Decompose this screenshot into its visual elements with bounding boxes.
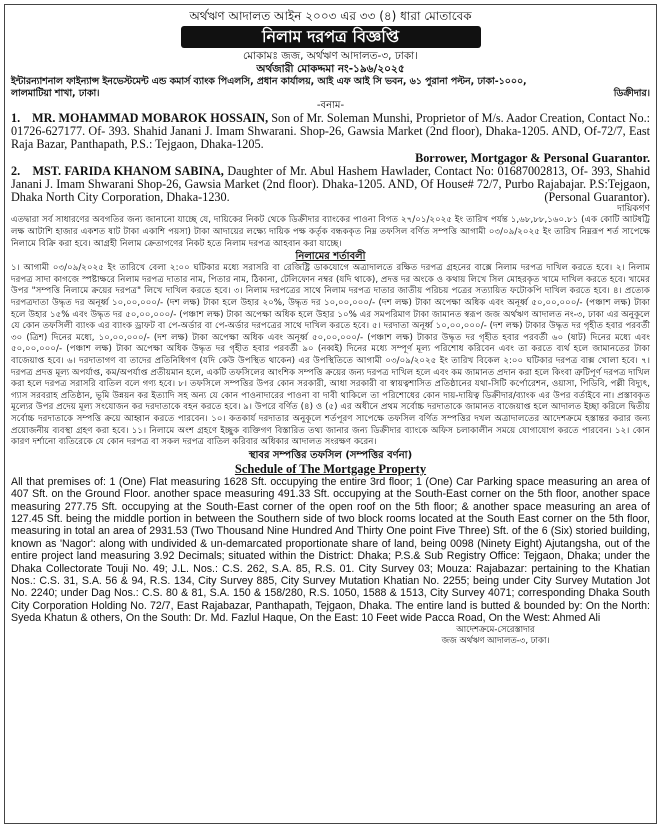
terms-title: নিলামের শর্তাবলী bbox=[295, 251, 366, 263]
notice-page bbox=[4, 4, 657, 824]
plaintiff-branch: লালমাটিয়া শাখা, ঢাকা। bbox=[11, 88, 100, 99]
defendant-role: Borrower, Mortgagor & Personal Guarantor. bbox=[415, 150, 650, 165]
case-number: অর্থজারী মোকদ্দমা নং-১৯৬/২০২৫ bbox=[256, 63, 405, 75]
defendant-details: Son of Mr. Soleman Munshi, Proprietor of M/s. Aador Creation, Contact No.: 01726-627177. Of- 393. Shahid Janani J. Imam Shwarani. Shop-26, Gawsia Market (2nd floor), Dhaka-1205. AND, Of-72/7, East Raja Bazar, Panthapath, P.S.: Tejgaon, Dhaka-1205. bbox=[11, 111, 650, 152]
versus-label: -বনাম- bbox=[316, 100, 345, 111]
defendant-number: 1. bbox=[11, 111, 21, 125]
defendant-role: (Personal Guarantor). bbox=[544, 190, 650, 205]
plaintiff bbox=[11, 76, 650, 100]
notice-paragraph: এতদ্বারা সর্ব সাধারণের অবগতির জন্য জানানো যাচ্ছে যে, দায়িকের নিকট থেকে ডিক্রীদার ব্যাংকের পাওনা বিগত ২৭/০১/২০২৫ ইং তারিখ পর্যন্ত ১,৬৮,৮৮,১৬০.৮১ (এক কোটি আটষট্টি লক্ষ আটাশি হাজার একশত ষাট টাকা একাশি পয়সা) টাকা আদায়ের লক্ষ্যে দায়িক পক্ষ কর্তৃক বন্ধককৃত নিম্ন তফসিল বর্ণিত সম্পত্তি আগামী ০৩/০৯/২০২৫ ইং তারিখ নিম্নরূপ শর্ত সাপেক্ষে নিলামে বিক্রি করা হবে। আগ্রহী নিলাম ক্রেতাগণের নিকট হতে নিলাম দরপত্র আহবান করা যাচ্ছে। bbox=[11, 215, 650, 249]
debtor-label: দায়িকগণ bbox=[617, 204, 650, 215]
act-line: অর্থঋণ আদালত আইন ২০০৩ এর ৩৩ (৪) ধারা মোতাবেক bbox=[189, 9, 472, 23]
defendant-1 bbox=[11, 112, 650, 165]
schedule-text: All that premises of: 1 (One) Flat measuring 1628 Sft. occupying the entire 3rd floor; 1 (One) Car Parking space measuring an area of 407 Sft. on the Ground Floor. another space measuring 491.33 Sft. occupying at the South-East corner on the 5th floor, another space measuring 277.75 Sft. occupying at the South-East corner of the open roof on the 5th floor; & another space measuring an area of 127.45 Sft. being the middle portion in between the Southern side of two block rooms located at the South East corner on the 5th floor, measuring in total an area of 2931.53 (Two Thousand Nine Hundred And Thirty One point Five Three) Sft. of the 6 (Six) storied building, known as 'Nagor': along with undivided & un-demarcated proportionate share of land, being 0098 (Ninety Eight) Ajutangsha, out of the entire project land measuring 3.92 Decimals; situated within the District: Dhaka; P.S.& Sub Registry Office: Tejgaon, Dhaka; under the Dhaka Collectorate Touji No. 49; J.L. Nos.: C.S. 262, S.A. 85, R.S. 01. City Survey 03; Mouza: Rajabazar: pertaining to the Khatian Nos.: C.S. 31, S.A. 56 & 94, R.S. 134, City Survey 885, City Survey Mutation Khatian No. 2255; being under City Survey Mutation Jot No. 2240; under Dag Nos.: C.S. 80 & 81, S.A. 150 & 158/280, R.S. 1050, 1588 & 1513, City Survey 4071; corresponding Dhaka South City Corporation Holding No. 72/7, East Rajabazar, Panthapath, Tejgaon, Dhaka. The entire land is butted & bounded by: On the North: Syeda Khatun & others, On the South: Dr. Md. Fazlul Haque, On the East: 10 Feet wide Pacca Road, On the West: Ahmed Ali bbox=[11, 475, 650, 625]
defendant-number: 2. bbox=[11, 163, 21, 178]
schedule-title-bn: স্থাবর সম্পত্তির তফসিল (সম্পত্তির বর্ণনা) bbox=[248, 449, 413, 461]
defendant-details: Daughter of Mr. Abul Hashem Hawlader, Contact No: 01687002813, Of- 393, Shahid Janani J. Imam Shwarani Shop-26, Gawsia Market (2nd floor). Dhaka-1205. AND, Of House# 72/7, Purbo Rajabajar. P.S:Tejgaon, Dhaka North City Corporation, Dhaka-1230. bbox=[11, 163, 651, 205]
terms-text: ১। আগামী ০৩/০৯/২০২৫ ইং তারিখে বেলা ২:০০ ঘটিকার মধ্যে সরাসরি বা রেজিষ্ট্রি ডাকযোগে অত্রাদালতে রক্ষিত দরপত্র গ্রহনের বাক্সে নিলাম দরপত্র দাখিল করতে হবে। ২। নিলাম দরপত্র সাদা কাগজে স্পষ্টাক্ষরে নিলাম দরপত্র দাতার নাম, পিতার নাম, ঠিকানা, টেলিফোন নম্বর (যদি থাকে), প্রদত্ত দর অংকে ও কথায় লিখে সিল মোহরকৃত খামে দাখিল করতে হবে। খামের উপর "সম্পত্তি নিলামে ক্রয়ের দরপত্র" লিখে দাখিল করতে হবে। ৩। নিলাম দরপত্রের সাথে নিলাম দরপত্র দাতার জাতীয় পরিচয় পত্রের সত্যায়িত ফটোকপি দাখিল করতে হবে। ৪। প্রত্যেক দরপত্রদাতা উদ্ধৃত দর অনূর্ধ্ব ১০,০০,০০০/- (দশ লক্ষ) টাকা হলে উহার ২০%, উদ্ধৃত দর ১০,০০,০০০/- (দশ লক্ষ) টাকা অপেক্ষা অধিক এবং অনূর্ধ্ব ৫০,০০,০০০/- (পঞ্চাশ লক্ষ) টাকা হলে উহার ১৫% এবং উদ্ধৃত দর ৫০,০০,০০০/- (পঞ্চাশ লক্ষ) টাকা অপেক্ষা অধিক হলে উহার ১০% এর সমপরিমাণ টাকা জামানত স্বরূপ জজ অর্থঋণ আদালত নং-৩, ঢাকা এর অনুকূলে যে কোন তফসিলী ব্যাংক এর ব্যাংক ড্রাফট বা পে-অর্ডার বা পে-অর্ডার দরপত্রের সাথে দাখিল করতে হবে। ৫। দরদাতা অনূর্ধ্ব ১০,০০,০০০/- (দশ লক্ষ) টাকার উদ্ধৃত দর গৃহীত হবার পরবর্তী ৩০ (ত্রিশ) দিনের মধ্যে, ১০,০০,০০০/- (দশ লক্ষ) টাকা অপেক্ষা অধিক এবং অনূর্ধ্ব ৫০,০০,০০০/- (পঞ্চাশ লক্ষ) টাকার উদ্ধৃত দর গৃহীত হবার পরবর্তী ৬০ (ষাট) দিনের মধ্যে এবং ৫০,০০,০০০/- (পঞ্চাশ লক্ষ) টাকা অপেক্ষা অধিক উদ্ধৃত দর গৃহীত হবার পরবর্তী ৯০ (নব্বই) দিনের মধ্যে সম্পূর্ণ মূল্য পরিশোধ করিবেন এবং তা করতে ব্যর্থ হলে জামানতের টাকা বাজেয়াপ্ত হবে। ৬। দরদাতাগণ বা তাদের প্রতিনিধিগণ (যদি কেউ উপস্থিত থাকেন) এর উপস্থিতিতে আগামী ০৩/০৯/২০২৫ ইং তারিখ বিকেল ২:০০ ঘটিকার দরপত্র বাক্স খোলা হবে। ৭। দরপত্র প্রদত্ত মূল্য অপর্যাপ্ত, কম/অপর্যাপ্ত প্রতীয়মান হলে, একটি তফসিলের আংশিক সম্পত্তি ক্রয়ের জন্য দরপত্র দাখিল হলে এবং কম জামানত প্রদান করা হলে কিংবা ত্রুটিপূর্ণ দরপত্র দাখিল করা হলে দরপত্র সরাসরি বাতিল বলে গণ্য হবে। ৮। তফসিলে সম্পত্তির উপর কোন সরকারী, আধা সরকারী বা স্বায়ত্বশাসিত প্রতিষ্ঠানের যথা-সিটি কর্পোরেশন, ওয়াসা, পিডিবি, পল্লী বিদ্যুৎ, গ্যাস সরবরাহ প্রতিষ্ঠান, ভূমি উন্নয়ন কর ইত্যাদি সহ অন্য যে কোন পাওনাদারের পাওনা বা দাবী থাকিলে তা পরিশোধের কোন দায়-দায়িত্ব ডিক্রীদার/ব্যাংক এর উপর বর্তাইবে না। প্রস্তাবকৃত মূল্যের উপর প্রদেয় মূল্য সংযোজন কর দরদাতাকে বহন করতে হবে। ৯। উপরে বর্ণিত (৪) ও (৫) এর অধীনে প্রথম সর্বোচ্চ দরদাতাকে জামানত বাজেয়াপ্ত হলে আদালত ইচ্ছা করিলে দ্বিতীয় সর্বোচ্চ দরদাতাকে সম্পত্তি ক্রয়ে আহ্বান করতে পারবেন। ১০। কতকার্য দরদাতার অনুকূলে শর্তপূরণ সাপেক্ষে তফসিল বর্ণিত সম্পত্তির দখল অত্রাদালতের আদেশক্রমে হস্তান্তর করার জন্য প্রয়োজনীয় ব্যবস্থা গ্রহণ করা হবে। ১১। নিলামে অংশ গ্রহণে ইচ্ছুক ব্যক্তিগণ বিস্তারিত তথ্য জানার জন্য ডিক্রীদার ব্যাংকে অফিস চলাকালীন সময়ে যোগাযোগ করতে পারবেন। ১২। কোন কারণ দর্শানো ব্যতিরেকে যে কোন দরপত্র বা সকল দরপত্র বাতিল করিবার অধিকার আদালত সংরক্ষণ করেন। bbox=[11, 263, 650, 448]
plaintiff-role: ডিক্রীদার। bbox=[613, 88, 650, 99]
signature-line-1: আদেশক্রমে-সেরেস্তাদার bbox=[456, 624, 535, 635]
plaintiff-text: ইন্টারন্যাশনাল ফাইন্যান্স ইনভেস্টমেন্ট এন্ড কমার্স ব্যাংক পিএলসি, প্রধান কার্যালয়, আই এফ আই সি ভবন, ৬১ পুরানা পল্টন, ঢাকা-১০০০, bbox=[11, 76, 527, 87]
defendant-name: MR. MOHAMMAD MOBAROK HOSSAIN, bbox=[32, 111, 269, 125]
signature-block bbox=[341, 625, 650, 647]
schedule-title-en: Schedule of The Mortgage Property bbox=[234, 461, 427, 476]
court-name: মোকামঃ জজ, অর্থঋণ আদালত-৩, ঢাকা। bbox=[243, 50, 418, 62]
defendant-2 bbox=[11, 165, 650, 205]
signature-line-2: জজ অর্থঋণ আদালত-৩, ঢাকা। bbox=[441, 635, 550, 646]
notice-banner: নিলাম দরপত্র বিজ্ঞপ্তি bbox=[181, 26, 481, 48]
defendant-name: MST. FARIDA KHANOM SABINA, bbox=[32, 163, 224, 178]
